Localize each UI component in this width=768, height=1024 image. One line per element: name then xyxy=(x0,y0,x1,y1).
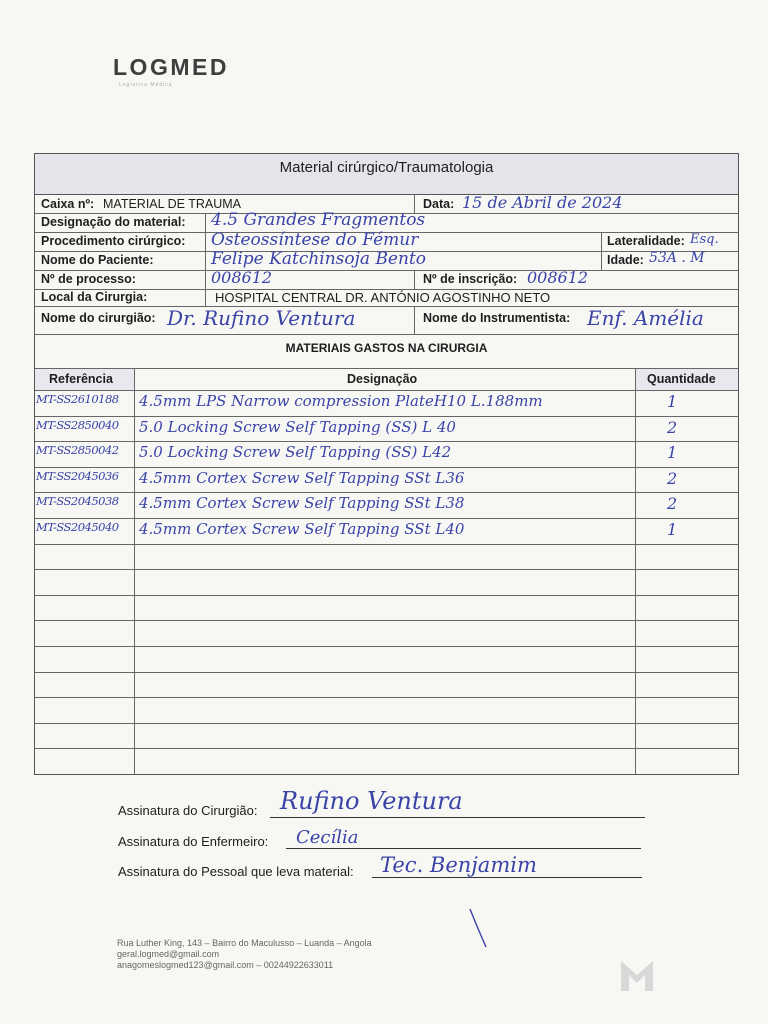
signature-line xyxy=(270,817,645,818)
caixa-value: MATERIAL DE TRAUMA xyxy=(103,197,241,211)
footer-email-phone: anagomeslogmed123@gmail.com – 00244922633011 xyxy=(117,960,334,970)
designacao-value: 4.5 Grandes Fragmentos xyxy=(211,210,426,230)
header-designacao: Designação xyxy=(347,372,418,386)
material-reference: MT-SS2045036 xyxy=(36,468,119,483)
material-designation: 4.5mm Cortex Screw Self Tapping SSt L38 xyxy=(139,494,465,513)
column-divider xyxy=(414,270,415,289)
cirurgiao-label: Nome do cirurgião: xyxy=(41,311,156,325)
sig-pessoal-label: Assinatura do Pessoal que leva material: xyxy=(118,864,354,879)
row-divider xyxy=(35,595,738,596)
row-divider xyxy=(35,697,738,698)
local-value: HOSPITAL CENTRAL DR. ANTÓNIO AGOSTINHO NETO xyxy=(215,290,551,305)
idade-label: Idade: xyxy=(607,253,644,267)
processo-value: 008612 xyxy=(211,268,273,287)
row-divider xyxy=(35,390,738,391)
sig-cirurgiao-label: Assinatura do Cirurgião: xyxy=(118,803,258,818)
sig-enfermeiro-label: Assinatura do Enfermeiro: xyxy=(118,834,269,849)
material-reference: MT-SS2850040 xyxy=(36,417,119,432)
material-reference: MT-SS2045038 xyxy=(36,494,119,509)
material-designation: 4.5mm Cortex Screw Self Tapping SSt L36 xyxy=(139,468,465,487)
logmed-logo: LOGMED xyxy=(113,54,229,80)
material-quantity: 1 xyxy=(667,520,678,539)
material-quantity: 2 xyxy=(667,417,678,437)
row-divider xyxy=(35,646,738,647)
row-divider xyxy=(35,441,738,442)
row-divider xyxy=(35,620,738,621)
instrumentista-label: Nome do Instrumentista: xyxy=(423,311,571,325)
form-title: Material cirúrgico/Traumatologia xyxy=(35,154,738,195)
material-designation: 4.5mm LPS Narrow compression PlateH10 L.188mm xyxy=(139,392,543,410)
sig-enfermeiro: Cecília xyxy=(296,827,359,848)
material-quantity: 1 xyxy=(667,443,678,463)
material-designation: 5.0 Locking Screw Self Tapping (SS) L42 xyxy=(139,443,452,462)
row-divider xyxy=(35,544,738,545)
material-designation: 4.5mm Cortex Screw Self Tapping SSt L40 xyxy=(139,520,465,538)
caixa-label: Caixa nº: xyxy=(41,197,95,211)
column-divider xyxy=(414,306,415,334)
processo-label: Nº de processo: xyxy=(41,272,136,286)
paciente-label: Nome do Paciente: xyxy=(41,253,154,267)
material-quantity: 2 xyxy=(667,494,678,514)
material-reference: MT-SS2850042 xyxy=(36,443,119,458)
signature-line xyxy=(372,877,642,878)
header-quantidade: Quantidade xyxy=(647,372,716,386)
column-divider xyxy=(635,368,636,774)
procedimento-label: Procedimento cirúrgico: xyxy=(41,234,186,248)
pen-stroke-mark xyxy=(466,905,492,951)
materials-section-title: MATERIAIS GASTOS NA CIRURGIA xyxy=(285,341,488,355)
inscricao-value: 008612 xyxy=(527,268,589,287)
paciente-value: Felipe Katchinsoja Bento xyxy=(211,249,427,269)
row-divider xyxy=(35,518,738,519)
surgical-material-form xyxy=(34,153,739,775)
row-divider xyxy=(35,334,738,335)
data-label: Data: xyxy=(423,197,455,211)
logo-tagline: Logística Médica xyxy=(119,82,173,88)
material-designation: 5.0 Locking Screw Self Tapping (SS) L 40 xyxy=(139,417,456,436)
row-divider xyxy=(35,368,738,369)
footer-address: Rua Luther King, 143 – Bairro do Maculusso – Luanda – Angola xyxy=(117,938,372,948)
row-divider xyxy=(35,748,738,749)
material-reference: MT-SS2610188 xyxy=(36,392,119,406)
row-divider xyxy=(35,672,738,673)
material-quantity: 1 xyxy=(667,392,678,411)
material-reference: MT-SS2045040 xyxy=(36,520,119,534)
designacao-label: Designação do material: xyxy=(41,215,186,229)
instrumentista-value: Enf. Amélia xyxy=(587,306,704,330)
local-label: Local da Cirurgia: xyxy=(41,290,148,304)
row-divider xyxy=(35,723,738,724)
footer-email: geral.logmed@gmail.com xyxy=(117,949,220,959)
column-divider xyxy=(205,213,206,306)
procedimento-value: Osteossíntese do Fémur xyxy=(211,230,419,250)
signature-line xyxy=(286,848,641,849)
footer-contact xyxy=(117,938,372,971)
data-value: 15 de Abril de 2024 xyxy=(462,193,623,212)
row-divider xyxy=(35,492,738,493)
lateralidade-value: Esq. xyxy=(690,232,719,247)
row-divider xyxy=(35,270,738,271)
inscricao-label: Nº de inscrição: xyxy=(423,272,518,286)
column-divider xyxy=(134,368,135,774)
row-divider xyxy=(35,569,738,570)
sig-pessoal: Tec. Benjamim xyxy=(380,853,537,877)
row-divider xyxy=(35,467,738,468)
column-divider xyxy=(601,232,602,270)
sig-cirurgiao: Rufino Ventura xyxy=(280,787,463,815)
material-quantity: 2 xyxy=(667,468,678,488)
header-referencia: Referência xyxy=(49,372,113,386)
row-divider xyxy=(35,416,738,417)
logmed-m-mark-icon xyxy=(617,955,657,995)
cirurgiao-value: Dr. Rufino Ventura xyxy=(167,306,356,330)
lateralidade-label: Lateralidade: xyxy=(607,234,685,248)
idade-value: 53A . M xyxy=(649,250,705,266)
